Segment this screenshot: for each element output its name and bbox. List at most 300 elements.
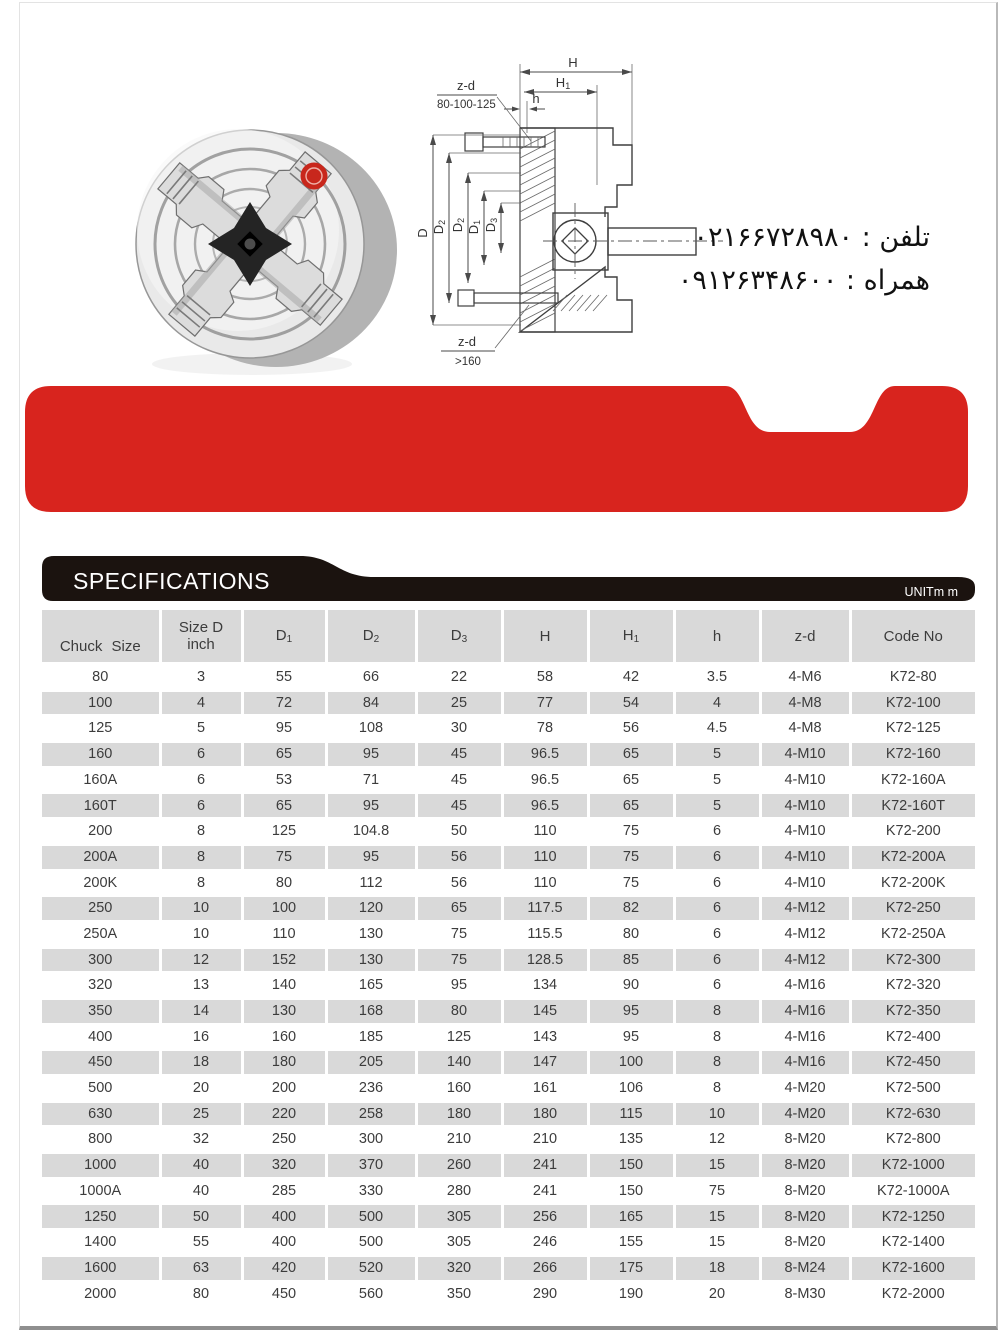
table-cell: 32 (160, 1127, 242, 1153)
table-cell: 15 (674, 1230, 760, 1256)
table-row (42, 742, 975, 768)
table-cell: 220 (242, 1101, 326, 1127)
table-cell: 143 (502, 1024, 588, 1050)
table-cell: 25 (160, 1101, 242, 1127)
table-cell: 80 (160, 1281, 242, 1307)
table-cell: 258 (326, 1101, 416, 1127)
table-cell: 160 (416, 1076, 502, 1102)
table-row (42, 1204, 975, 1230)
table-cell: 106 (588, 1076, 674, 1102)
table-cell: 117.5 (502, 896, 588, 922)
dim-D-label: D (415, 228, 430, 238)
table-row (42, 1230, 975, 1256)
table-cell: 320 (416, 1255, 502, 1281)
table-cell: 280 (416, 1178, 502, 1204)
table-cell: 95 (588, 998, 674, 1024)
table-cell: 150 (588, 1153, 674, 1179)
table-cell: K72-300 (850, 947, 975, 973)
table-cell: 45 (416, 767, 502, 793)
table-cell: 85 (588, 947, 674, 973)
table-cell: 56 (416, 870, 502, 896)
spec-table-body (42, 664, 975, 1307)
table-cell: 4-M10 (760, 870, 850, 896)
table-cell: 160 (42, 742, 160, 768)
table-cell: 125 (416, 1024, 502, 1050)
table-cell: 55 (242, 664, 326, 690)
table-cell: 115.5 (502, 921, 588, 947)
table-cell: 4-M20 (760, 1076, 850, 1102)
table-cell: 185 (326, 1024, 416, 1050)
table-cell: 20 (674, 1281, 760, 1307)
table-cell: 6 (674, 921, 760, 947)
table-cell: 256 (502, 1204, 588, 1230)
table-cell: K72-100 (850, 690, 975, 716)
table-cell: 53 (242, 767, 326, 793)
table-cell: 6 (674, 844, 760, 870)
column-header-size-d-inch: Size D inch (160, 610, 242, 664)
table-cell: 140 (242, 973, 326, 999)
table-cell: 90 (588, 973, 674, 999)
specifications-bar (42, 556, 975, 601)
table-cell: 305 (416, 1230, 502, 1256)
table-cell: 150 (588, 1178, 674, 1204)
table-cell: 18 (674, 1255, 760, 1281)
table-cell: 15 (674, 1153, 760, 1179)
table-cell: 40 (160, 1178, 242, 1204)
table-cell: 22 (416, 664, 502, 690)
table-cell: 4-M20 (760, 1101, 850, 1127)
table-cell: 6 (160, 767, 242, 793)
table-cell: 8-M30 (760, 1281, 850, 1307)
table-cell: 10 (160, 896, 242, 922)
table-cell: 180 (242, 1050, 326, 1076)
table-cell: 95 (326, 844, 416, 870)
table-cell: 6 (674, 973, 760, 999)
table-cell: K72-125 (850, 716, 975, 742)
table-cell: 145 (502, 998, 588, 1024)
table-row (42, 1127, 975, 1153)
table-cell: 110 (502, 844, 588, 870)
table-cell: 320 (42, 973, 160, 999)
table-cell: 80 (588, 921, 674, 947)
table-cell: 65 (242, 793, 326, 819)
table-cell: 155 (588, 1230, 674, 1256)
dim-H1-label: H1 (555, 75, 571, 91)
table-row (42, 1281, 975, 1307)
table-cell: 260 (416, 1153, 502, 1179)
table-cell: 400 (42, 1024, 160, 1050)
table-cell: 125 (42, 716, 160, 742)
table-cell: K72-1250 (850, 1204, 975, 1230)
table-cell: K72-200K (850, 870, 975, 896)
table-cell: 96.5 (502, 742, 588, 768)
table-cell: 241 (502, 1153, 588, 1179)
table-cell: 50 (160, 1204, 242, 1230)
table-cell: 8-M20 (760, 1153, 850, 1179)
table-cell: 180 (502, 1101, 588, 1127)
table-cell: K72-160A (850, 767, 975, 793)
table-cell: K72-400 (850, 1024, 975, 1050)
table-cell: 4-M16 (760, 1050, 850, 1076)
table-cell: 125 (242, 819, 326, 845)
table-cell: 8 (674, 1076, 760, 1102)
table-cell: 8-M20 (760, 1204, 850, 1230)
table-cell: 10 (160, 921, 242, 947)
table-cell: 450 (242, 1281, 326, 1307)
table-cell: K72-1400 (850, 1230, 975, 1256)
table-cell: 168 (326, 998, 416, 1024)
left-dimension-lines (415, 135, 521, 325)
dim-D3-label: D3 (483, 217, 499, 233)
table-row (42, 947, 975, 973)
table-cell: 250 (42, 896, 160, 922)
table-row (42, 973, 975, 999)
table-row (42, 1076, 975, 1102)
table-cell: 400 (242, 1230, 326, 1256)
chuck-product-photo (100, 92, 410, 402)
table-cell: 71 (326, 767, 416, 793)
table-cell: 54 (588, 690, 674, 716)
table-cell: 95 (326, 793, 416, 819)
zd-top-range: 80-100-125 (437, 99, 496, 111)
table-cell: 75 (416, 947, 502, 973)
table-cell: 160T (42, 793, 160, 819)
table-cell: K72-350 (850, 998, 975, 1024)
table-row (42, 716, 975, 742)
header-row (42, 610, 975, 664)
table-cell: 134 (502, 973, 588, 999)
table-cell: 55 (160, 1230, 242, 1256)
table-cell: 190 (588, 1281, 674, 1307)
table-cell: 10 (674, 1101, 760, 1127)
table-cell: 5 (160, 716, 242, 742)
table-cell: 45 (416, 742, 502, 768)
table-cell: 241 (502, 1178, 588, 1204)
table-cell: 290 (502, 1281, 588, 1307)
table-cell: 77 (502, 690, 588, 716)
table-cell: 4.5 (674, 716, 760, 742)
table-cell: 75 (588, 870, 674, 896)
table-cell: 4 (674, 690, 760, 716)
table-cell: 160A (42, 767, 160, 793)
table-row (42, 1101, 975, 1127)
table-cell: K72-160 (850, 742, 975, 768)
table-cell: 42 (588, 664, 674, 690)
table-cell: K72-250A (850, 921, 975, 947)
table-cell: 100 (588, 1050, 674, 1076)
table-cell: 20 (160, 1076, 242, 1102)
table-cell: K72-320 (850, 973, 975, 999)
table-cell: 200 (42, 819, 160, 845)
table-cell: K72-160T (850, 793, 975, 819)
table-cell: 8 (160, 870, 242, 896)
table-cell: 6 (674, 870, 760, 896)
table-cell: 147 (502, 1050, 588, 1076)
table-cell: K72-450 (850, 1050, 975, 1076)
table-cell: 266 (502, 1255, 588, 1281)
mobile-line: همراه : ۰۹۱۲۶۳۴۸۶۰۰ (677, 265, 930, 296)
table-cell: 1600 (42, 1255, 160, 1281)
table-cell: 200 (242, 1076, 326, 1102)
table-cell: 84 (326, 690, 416, 716)
table-cell: 110 (502, 819, 588, 845)
table-cell: 205 (326, 1050, 416, 1076)
table-cell: 370 (326, 1153, 416, 1179)
table-cell: 4-M16 (760, 973, 850, 999)
table-cell: K72-630 (850, 1101, 975, 1127)
table-row (42, 690, 975, 716)
table-cell: 4-M8 (760, 716, 850, 742)
table-cell: 75 (588, 844, 674, 870)
table-cell: 56 (416, 844, 502, 870)
table-cell: 8 (674, 998, 760, 1024)
table-row (42, 664, 975, 690)
zd-bottom-range: >160 (455, 356, 481, 368)
table-cell: 80 (42, 664, 160, 690)
table-row (42, 1153, 975, 1179)
table-cell: 161 (502, 1076, 588, 1102)
column-header-chuck-size: Chuck Size (42, 610, 160, 664)
zd-top-label: z-d (456, 78, 476, 93)
table-cell: 8-M20 (760, 1178, 850, 1204)
table-cell: K72-200 (850, 819, 975, 845)
table-cell: 500 (326, 1230, 416, 1256)
table-cell: 320 (242, 1153, 326, 1179)
column-header-d1: $D_1$ (242, 610, 326, 664)
table-cell: 4-M12 (760, 896, 850, 922)
table-cell: 520 (326, 1255, 416, 1281)
table-cell: 63 (160, 1255, 242, 1281)
table-cell: 4-M10 (760, 819, 850, 845)
table-cell: 65 (242, 742, 326, 768)
table-cell: 95 (588, 1024, 674, 1050)
table-cell: 250 (242, 1127, 326, 1153)
table-row (42, 819, 975, 845)
table-cell: 130 (326, 947, 416, 973)
table-cell: 13 (160, 973, 242, 999)
table-row (42, 793, 975, 819)
table-cell: 305 (416, 1204, 502, 1230)
spec-table (42, 610, 975, 1308)
table-cell: 78 (502, 716, 588, 742)
table-cell: 120 (326, 896, 416, 922)
contact-info (678, 216, 930, 302)
column-header-zd: z-d (760, 610, 850, 664)
table-cell: 72 (242, 690, 326, 716)
table-cell: 400 (242, 1204, 326, 1230)
table-row (42, 921, 975, 947)
table-cell: 5 (674, 793, 760, 819)
table-cell: 96.5 (502, 767, 588, 793)
table-cell: 165 (326, 973, 416, 999)
table-cell: 128.5 (502, 947, 588, 973)
table-cell: 16 (160, 1024, 242, 1050)
table-cell: 75 (416, 921, 502, 947)
table-cell: 75 (242, 844, 326, 870)
table-cell: K72-1000A (850, 1178, 975, 1204)
table-cell: 8 (674, 1050, 760, 1076)
table-cell: 65 (416, 896, 502, 922)
red-banner (25, 386, 968, 512)
table-cell: 300 (42, 947, 160, 973)
table-cell: 236 (326, 1076, 416, 1102)
table-row (42, 1050, 975, 1076)
table-cell: 1400 (42, 1230, 160, 1256)
phone-line: تلفن : ۰۲۱۶۶۷۲۸۹۸۰ (693, 222, 930, 253)
zd-bottom-label: z-d (457, 334, 477, 349)
table-cell: 4-M10 (760, 844, 850, 870)
table-cell: 4-M16 (760, 1024, 850, 1050)
column-header-d2: $D_2$ (326, 610, 416, 664)
unit-label: UNITm m (904, 585, 958, 599)
column-header-h: h (674, 610, 760, 664)
dim-h-label: h (532, 91, 540, 106)
table-cell: 330 (326, 1178, 416, 1204)
table-cell: 180 (416, 1101, 502, 1127)
table-cell: 560 (326, 1281, 416, 1307)
table-cell: 165 (588, 1204, 674, 1230)
table-row (42, 998, 975, 1024)
table-cell: 1000 (42, 1153, 160, 1179)
table-cell: K72-200A (850, 844, 975, 870)
table-cell: 75 (588, 819, 674, 845)
dim-D1-label: D1 (466, 219, 482, 235)
table-cell: 12 (674, 1127, 760, 1153)
table-cell: K72-1600 (850, 1255, 975, 1281)
table-cell: 6 (674, 896, 760, 922)
table-cell: 200A (42, 844, 160, 870)
dim-H-label: H (568, 55, 578, 70)
table-cell: 4-M16 (760, 998, 850, 1024)
table-cell: 250A (42, 921, 160, 947)
table-cell: 58 (502, 664, 588, 690)
table-cell: 65 (588, 793, 674, 819)
table-cell: 80 (242, 870, 326, 896)
table-cell: 14 (160, 998, 242, 1024)
table-cell: 4 (160, 690, 242, 716)
table-cell: 350 (416, 1281, 502, 1307)
table-cell: 110 (242, 921, 326, 947)
table-cell: 200K (42, 870, 160, 896)
table-cell: 6 (674, 819, 760, 845)
table-cell: 420 (242, 1255, 326, 1281)
table-cell: 108 (326, 716, 416, 742)
dim-D2b-label: D2 (450, 217, 466, 233)
table-cell: 130 (326, 921, 416, 947)
table-cell: 66 (326, 664, 416, 690)
table-cell: 130 (242, 998, 326, 1024)
table-cell: 15 (674, 1204, 760, 1230)
column-header-h-cap: H (502, 610, 588, 664)
table-row (42, 896, 975, 922)
table-cell: 1250 (42, 1204, 160, 1230)
table-cell: 115 (588, 1101, 674, 1127)
table-cell: 5 (674, 742, 760, 768)
table-cell: 350 (42, 998, 160, 1024)
table-cell: K72-80 (850, 664, 975, 690)
table-cell: 8 (160, 819, 242, 845)
table-cell: 80 (416, 998, 502, 1024)
table-cell: 110 (502, 870, 588, 896)
table-cell: K72-800 (850, 1127, 975, 1153)
table-cell: 4-M8 (760, 690, 850, 716)
table-cell: 8-M24 (760, 1255, 850, 1281)
table-cell: 45 (416, 793, 502, 819)
table-cell: K72-250 (850, 896, 975, 922)
table-cell: 56 (588, 716, 674, 742)
table-cell: 6 (160, 742, 242, 768)
table-row (42, 844, 975, 870)
table-cell: 4-M6 (760, 664, 850, 690)
table-cell: 3 (160, 664, 242, 690)
table-cell: 1000A (42, 1178, 160, 1204)
table-cell: 65 (588, 767, 674, 793)
table-cell: 30 (416, 716, 502, 742)
table-row (42, 1024, 975, 1050)
table-cell: 4-M12 (760, 921, 850, 947)
column-header-code-no: Code No (850, 610, 975, 664)
column-header-d3: $D_3$ (416, 610, 502, 664)
table-cell: 95 (416, 973, 502, 999)
table-cell: K72-1000 (850, 1153, 975, 1179)
table-cell: 160 (242, 1024, 326, 1050)
table-cell: 104.8 (326, 819, 416, 845)
table-cell: 100 (242, 896, 326, 922)
table-row (42, 767, 975, 793)
table-cell: 4-M10 (760, 742, 850, 768)
table-cell: 5 (674, 767, 760, 793)
table-cell: 50 (416, 819, 502, 845)
table-row (42, 1255, 975, 1281)
table-cell: 25 (416, 690, 502, 716)
table-cell: 8 (160, 844, 242, 870)
table-cell: 246 (502, 1230, 588, 1256)
table-cell: 65 (588, 742, 674, 768)
brand-logo-dot (301, 163, 328, 190)
table-cell: 300 (326, 1127, 416, 1153)
table-cell: 800 (42, 1127, 160, 1153)
table-cell: 3.5 (674, 664, 760, 690)
table-cell: 4-M10 (760, 793, 850, 819)
table-cell: K72-500 (850, 1076, 975, 1102)
table-row (42, 1178, 975, 1204)
table-cell: 95 (326, 742, 416, 768)
section-title: SPECIFICATIONS (73, 568, 270, 594)
table-cell: 112 (326, 870, 416, 896)
table-cell: 100 (42, 690, 160, 716)
table-cell: 6 (674, 947, 760, 973)
table-cell: K72-2000 (850, 1281, 975, 1307)
table-cell: 75 (674, 1178, 760, 1204)
table-cell: 285 (242, 1178, 326, 1204)
table-cell: 12 (160, 947, 242, 973)
table-cell: 210 (416, 1127, 502, 1153)
table-cell: 6 (160, 793, 242, 819)
table-row (42, 870, 975, 896)
table-cell: 96.5 (502, 793, 588, 819)
table-cell: 450 (42, 1050, 160, 1076)
table-cell: 500 (326, 1204, 416, 1230)
table-cell: 18 (160, 1050, 242, 1076)
table-cell: 8-M20 (760, 1127, 850, 1153)
table-cell: 8-M20 (760, 1230, 850, 1256)
dim-D2-label: D2 (431, 219, 447, 235)
table-cell: 500 (42, 1076, 160, 1102)
table-cell: 152 (242, 947, 326, 973)
table-cell: 630 (42, 1101, 160, 1127)
table-cell: 4-M10 (760, 767, 850, 793)
table-cell: 135 (588, 1127, 674, 1153)
